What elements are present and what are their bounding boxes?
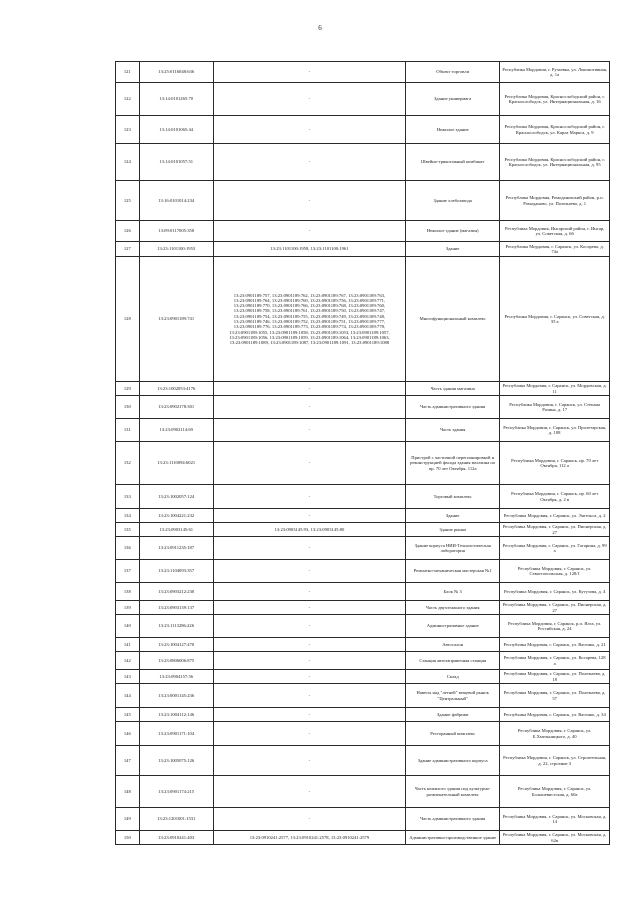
row-number: 141 [116,638,140,652]
table-row [116,601,610,615]
included-objects: - [213,808,405,831]
included-objects: 13:23:0901189:757, 13:23:0901189:762, 13:23:0901189:767, 13:23:0901189:763, 13:23:0901189:764, 13:23:0901189:769, 13:23:0901189:756, 13:23:0901189:771, 13:23:0901189:770, 13:23:0901189:766, 13:23:0901189:768, 13:23:0901189:760, 13:23:0901189:758, 13:23:0901189:761, 13:23:0901189:750, 13:23:0901189:747, 13:23:0901189:754, 13:23:0901189:755, 13:23:0901189:749, 13:23:0901189:748, 13:23:0901189:746, 13:23:0901189:752, 13:23:0901189:751, 13:23:0901189:777, 13:23:0901189:776, 13:23:0901189:773, 13:23:0901189:774, 13:23:0901189:778, 13:23:0901189:1055, 13:23:0901189:1058, 13:23:0901189:1053, 13:23:0901189:1057, 13:23:0901189:1056, 13:23:0901189:1059, 13:23:0901189:1064, 13:23:0901189:1063, 13:23:0901189:1089, 13:23:0901189:1087, 13:23:0901189:1091, 13:23:0901189:1088 [213,257,405,382]
row-number: 138 [116,583,140,601]
cadastral-number: 13:23:0902178:301 [139,396,213,419]
row-number: 132 [116,442,140,485]
included-objects: - [213,601,405,615]
cadastral-number: 13:23:1113286:226 [139,615,213,638]
object-address: Республика Мордовия, г. Саранск, ул. Московская, д. 14 [500,808,610,831]
cadastral-number: 13:23:1002057:124 [139,485,213,509]
row-number: 128 [116,257,140,382]
object-name: Здание рынка [406,523,500,537]
table-row [116,560,610,583]
table-row [116,831,610,845]
object-address: Республика Мордовия, Инсарский район, г. Инсар, ул. Советская, д. 66 [500,221,610,242]
object-address: Республика Мордовия, г. Саранск, ул. Мордовская, д. 11 [500,382,610,396]
object-address: Республика Мордовия, г. Саранск, ул. Косарева, 128 а [500,652,610,670]
table-row [116,509,610,523]
object-name: Нежилое здание (магазин) [406,221,500,242]
cadastral-number: 13:23:0001145:236 [139,684,213,708]
cadastral-number: 13:23:0901171:104 [139,722,213,746]
object-address: Республика Мордовия, Краснослободский район, г. Краснослободск, ул. Карла Маркса, д. 9 [500,116,610,144]
object-name: Ремонтно-механическая мастерская №1 [406,560,500,583]
table-row [116,523,610,537]
cadastral-number: 13:23:0901189:741 [139,257,213,382]
object-address: Республика Мордовия, г. Саранск, ул. Гагарина, д. 99 а [500,537,610,560]
table-row [116,684,610,708]
object-name: Здание универмага [406,83,500,116]
object-name: Здание хлебозавода [406,181,500,221]
row-number: 146 [116,722,140,746]
included-objects: - [213,638,405,652]
row-number: 122 [116,83,140,116]
object-address: Республика Мордовия, г. Саранск, ул. Строительная, д. 22, строение 3 [500,746,610,776]
property-registry-table [115,61,610,845]
row-number: 134 [116,509,140,523]
object-name: Здание [406,242,500,257]
object-address: Республика Мордовия, г. Саранск, ул. Энгельса, д. 2 [500,509,610,523]
cadastral-number: 13:23:1004221:232 [139,509,213,523]
row-number: 147 [116,746,140,776]
table-row [116,485,610,509]
row-number: 142 [116,652,140,670]
object-address: Республика Мордовия, г. Саранск, ул. Косарева, д. 74а [500,242,610,257]
included-objects: - [213,776,405,808]
included-objects: 13:23:0910241:2577, 13:23:0910241:2578, 13:23:0910241:2579 [213,831,405,845]
object-name: Нежилое здание [406,116,500,144]
object-name: Часть двухэтажного здания [406,601,500,615]
table-row [116,83,610,116]
table-row [116,442,610,485]
page-number: 6 [318,24,322,32]
row-number: 129 [116,382,140,396]
object-address: Республика Мордовия, г. Саранск, ул. Московская, д. 62в [500,831,610,845]
table-row [116,808,610,831]
included-objects: - [213,116,405,144]
row-number: 148 [116,776,140,808]
row-number: 139 [116,601,140,615]
table-row [116,708,610,722]
table-row [116,221,610,242]
object-name: Здание административного корпуса [406,746,500,776]
row-number: 149 [116,808,140,831]
row-number: 150 [116,831,140,845]
row-number: 123 [116,116,140,144]
cadastral-number: 13:25:0116048:636 [139,62,213,83]
object-name: Многофункциональный комплекс [406,257,500,382]
included-objects: - [213,419,405,442]
included-objects: - [213,722,405,746]
object-name: Торговый комплекс [406,485,500,509]
included-objects: - [213,83,405,116]
table-row [116,382,610,396]
cadastral-number: 13:23:1002053:4176 [139,382,213,396]
row-number: 131 [116,419,140,442]
cadastral-number: 13:23:1110094:6021 [139,442,213,485]
object-name: Здание корпуса НИИ-Технологическая лаборатория [406,537,500,560]
cadastral-number: 13:23:1101100:1953 [139,242,213,257]
object-name: Часть административного здания [406,396,500,419]
cadastral-number: 13:16:0101014:234 [139,181,213,221]
object-address: Республика Мордовия, г. Саранск, ул. Пионерская, д. 27 [500,523,610,537]
row-number: 125 [116,181,140,221]
object-name: Пристрой с частичной перепланировкой и реконструкцией фасада здания магазина по пр. 70 лет Октября, 112а [406,442,500,485]
cadastral-number: 13:23:0911235:187 [139,537,213,560]
included-objects: - [213,442,405,485]
object-name: Административное здание [406,615,500,638]
table-row [116,776,610,808]
included-objects: - [213,144,405,181]
object-address: Республика Мордовия, Ромодановский район, р.п. Ромоданово, ул. Полежаева, д. 1 [500,181,610,221]
cadastral-number: 13:23:1201001:1531 [139,808,213,831]
included-objects: - [213,537,405,560]
included-objects: - [213,583,405,601]
object-name: Склад [406,670,500,684]
table-row [116,181,610,221]
object-address: Республика Мордовия, г. Саранск, ул. Кутузова, д. 4 [500,583,610,601]
object-address: Республика Мордовия, г. Саранск, ул. Б.Хмельницкого, д. 40 [500,722,610,746]
cadastral-number: 13:23:0904157:56 [139,670,213,684]
cadastral-number: 13:23:0806006:875 [139,652,213,670]
cadastral-number: 13:23:1104093:357 [139,560,213,583]
table-row [116,670,610,684]
included-objects: - [213,746,405,776]
cadastral-number: 13:23:0903145:61 [139,523,213,537]
included-objects: - [213,485,405,509]
table-row [116,144,610,181]
object-address: Республика Мордовия, г. Саранск, ул. Пролетарская, д. 108 [500,419,610,442]
row-number: 137 [116,560,140,583]
row-number: 135 [116,523,140,537]
object-address: Республика Мордовия, Краснослободский район, г. Краснослободск, ул. Интернациональная, д. 16 [500,83,610,116]
included-objects: - [213,62,405,83]
cadastral-number: 13:09:0117005:358 [139,221,213,242]
table-row [116,583,610,601]
object-address: Республика Мордовия, г. Саранск, ул. Полежаева, д. 18 [500,670,610,684]
included-objects: - [213,684,405,708]
cadastral-number: 13:23:0901174:215 [139,776,213,808]
row-number: 144 [116,684,140,708]
object-name: Часть нежилого здания под культурно-развлекательный комплекс [406,776,500,808]
table-row [116,242,610,257]
object-name: Часть здания [406,419,500,442]
object-address: Республика Мордовия, г. Рузаевка, ул. Локомотивная, д. 1а [500,62,610,83]
included-objects: 13:23:1101100:1958, 13:23:1101100:1961 [213,242,405,257]
cadastral-number: 13:14:0101065:44 [139,116,213,144]
object-name: Здание [406,509,500,523]
object-address: Республика Мордовия, г. Саранск, ул. Большевистская, д. 60а [500,776,610,808]
registry-body [116,62,610,845]
object-address: Республика Мордовия, г. Саранск, ул. Советская, д. 35 а [500,257,610,382]
table-row [116,722,610,746]
row-number: 126 [116,221,140,242]
object-address: Республика Мордовия, г. Саранск, ул. Васенко, д. 21 [500,638,610,652]
included-objects: - [213,652,405,670]
row-number: 145 [116,708,140,722]
cadastral-number: 13:23:1005075:126 [139,746,213,776]
table-row [116,638,610,652]
cadastral-number: 13:23:0902114:69 [139,419,213,442]
table-row [116,62,610,83]
row-number: 143 [116,670,140,684]
included-objects: 13:23:0903145:93, 13:23:0903145:80 [213,523,405,537]
included-objects: - [213,615,405,638]
table-row [116,652,610,670]
object-address: Республика Мордовия, г. Саранск, ул. Пионерская, д. 27 [500,601,610,615]
object-address: Республика Мордовия, г. Саранск, ул. Степана Разина, д. 17 [500,396,610,419]
table-row [116,615,610,638]
object-name: Часть здания магазина [406,382,500,396]
object-name: Часть административного здания [406,808,500,831]
object-address: Республика Мордовия, Краснослободский район, г. Краснослободск, ул. Интернациональная, д. 95 [500,144,610,181]
table-row [116,396,610,419]
row-number: 140 [116,615,140,638]
row-number: 130 [116,396,140,419]
row-number: 133 [116,485,140,509]
table-row [116,746,610,776]
table-row [116,419,610,442]
row-number: 127 [116,242,140,257]
table-row [116,257,610,382]
table-row [116,116,610,144]
object-name: Навесы над "летней" вещевой рынок "Центральный" [406,684,500,708]
object-address: Республика Мордовия, г. Саранск, пр. 60 лет Октября, д. 2 в [500,485,610,509]
included-objects: - [213,708,405,722]
included-objects: - [213,560,405,583]
cadastral-number: 13:14:0101265:70 [139,83,213,116]
object-name: Швейно-трикотажный комбинат [406,144,500,181]
included-objects: - [213,396,405,419]
object-address: Республика Мордовия, г. Саранск, пр. 70 лет Октября, 112 а [500,442,610,485]
cadastral-number: 13:23:0910241:403 [139,831,213,845]
object-name: Здание фабрики [406,708,500,722]
cadastral-number: 13:23:0903212:230 [139,583,213,601]
row-number: 124 [116,144,140,181]
included-objects: - [213,382,405,396]
object-name: Автосалон [406,638,500,652]
row-number: 121 [116,62,140,83]
included-objects: - [213,509,405,523]
object-address: Республика Мордовия, г. Саранск, ул. Васенко, д. 34 [500,708,610,722]
cadastral-number: 13:14:0101057:51 [139,144,213,181]
included-objects: - [213,181,405,221]
object-address: Республика Мордовия, г. Саранск, ул. Полежаева, д. 57 [500,684,610,708]
object-name: Ресторанный комплекс [406,722,500,746]
row-number: 136 [116,537,140,560]
included-objects: - [213,221,405,242]
object-name: Административно-производственное здание [406,831,500,845]
cadastral-number: 13:23:0903139:137 [139,601,213,615]
object-name: Блок № 3 [406,583,500,601]
included-objects: - [213,670,405,684]
cadastral-number: 13:23:1004112:146 [139,708,213,722]
object-name: Станция автозаправочная станция [406,652,500,670]
table-row [116,537,610,560]
object-address: Республика Мордовия, г. Саранск, р.п. Ялга, ул. Российская, д. 24 [500,615,610,638]
cadastral-number: 13:23:1004127:470 [139,638,213,652]
object-address: Республика Мордовия, г. Саранск, ул. Севастопольская, д. 128/1 [500,560,610,583]
object-name: Объект торговли [406,62,500,83]
